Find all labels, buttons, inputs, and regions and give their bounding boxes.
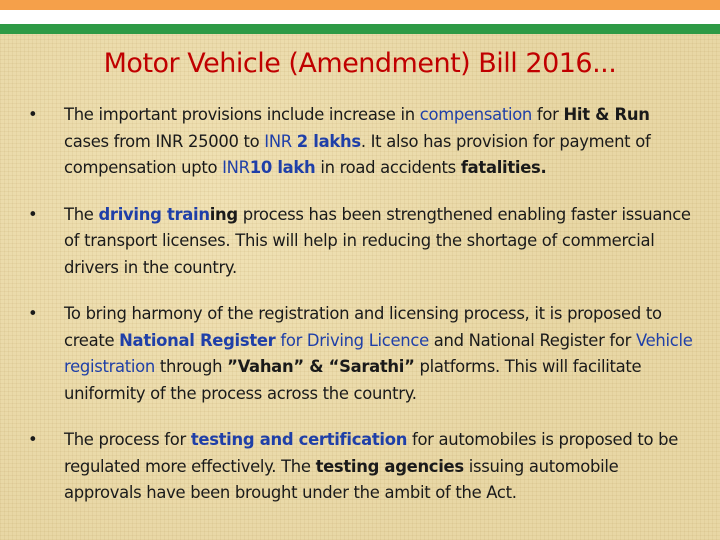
bullet-point-icon: •	[28, 430, 38, 449]
highlight-compensation: compensation	[419, 105, 533, 124]
bold-testing-agencies: testing agencies	[315, 456, 464, 476]
bullet-national-register	[28, 301, 698, 407]
text-run: The important provisions include increase in	[64, 105, 420, 124]
bullet-driving-training	[28, 202, 698, 282]
highlight-testing-certification: testing and certification	[190, 430, 408, 449]
text-run: for automobiles is proposed to be regulated more effectively. The	[64, 430, 678, 476]
bold-text: ing	[209, 204, 238, 224]
bullet-compensation	[28, 102, 698, 182]
flag-stripe-white	[0, 10, 720, 24]
highlight-vehicle-registration: Vehicle registration	[64, 330, 693, 376]
text-run: cases from INR 25000 to	[64, 131, 265, 151]
bullet-list	[28, 102, 698, 527]
text-run: To bring harmony of the registration and licensing process, it is proposed to create	[64, 304, 662, 350]
text-run: . It also has provision for payment of compensation upto	[64, 131, 651, 177]
highlight-driving-training: driving train	[98, 204, 210, 224]
bullet-testing-certification	[28, 427, 698, 507]
slide-title: Motor Vehicle (Amendment) Bill 2016...	[103, 48, 617, 79]
text-run: platforms. This will facilitate uniformity of the process across the country.	[64, 357, 642, 403]
text-run: and National Register for	[428, 330, 636, 350]
text-run: process has been strengthened enabling faster issuance of transport licenses. This will help in reducing the shortage of commercial drivers in the country.	[64, 204, 691, 277]
bold-hit-and-run: Hit & Run	[563, 105, 650, 124]
highlight-driving-licence: for Driving Licence	[275, 330, 429, 350]
text-run: in road accidents	[315, 158, 461, 177]
text-run: The	[64, 204, 99, 224]
text-run: issuing automobile approvals have been brought under the ambit of the Act.	[64, 456, 619, 502]
bold-fatalities: fatalities.	[460, 158, 547, 177]
highlight-inr: INR	[222, 158, 250, 177]
text-run: for	[532, 105, 564, 124]
text-run: The process for	[64, 430, 191, 449]
flag-stripe-green	[0, 24, 720, 34]
bullet-point-icon: •	[28, 204, 38, 224]
highlight-national-register: National Register	[119, 330, 276, 350]
highlight-10-lakh: 10 lakh	[249, 158, 316, 177]
flag-stripe-saffron	[0, 0, 720, 10]
text-run: through	[154, 357, 228, 376]
bold-vahan-sarathi: ”Vahan” & “Sarathi”	[227, 357, 415, 376]
bullet-point-icon: •	[28, 304, 38, 323]
bullet-point-icon: •	[28, 105, 38, 124]
highlight-2-lakhs: 2 lakhs	[296, 131, 361, 151]
highlight-inr: INR	[264, 131, 297, 151]
